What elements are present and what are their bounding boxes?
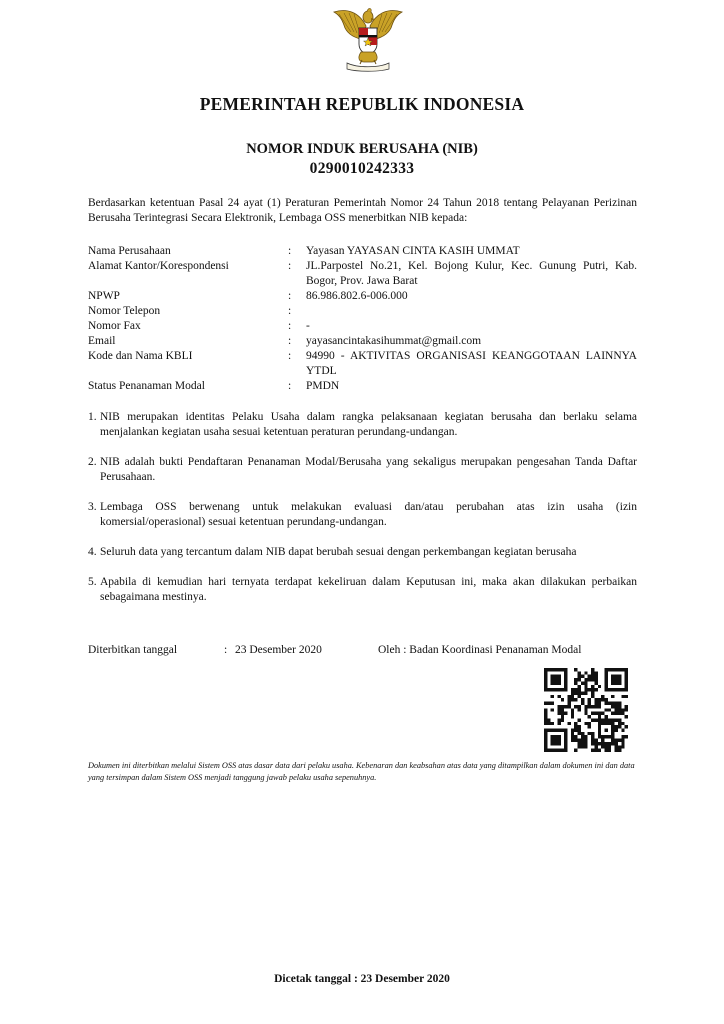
issued-separator: : — [224, 644, 228, 656]
field-value: - — [306, 320, 310, 332]
note-number: 2. — [88, 456, 97, 468]
government-title: PEMERINTAH REPUBLIK INDONESIA — [199, 94, 525, 114]
note-number: 1. — [88, 411, 97, 423]
issued-by: Oleh : Badan Koordinasi Penanaman Modal — [378, 644, 582, 656]
field-label: Alamat Kantor/Korespondensi — [88, 260, 229, 272]
note-number: 3. — [88, 501, 97, 513]
field-value: 86.986.802.6-006.000 — [306, 290, 408, 302]
field-row-email — [88, 334, 637, 349]
field-label: NPWP — [88, 290, 120, 302]
field-label: Nomor Telepon — [88, 305, 161, 317]
field-separator: : — [288, 350, 292, 362]
note-text: Apabila di kemudian hari ternyata terdapat kekeliruan dalam Keputusan ini, maka akan dilakukan perbaikan sebagaimana mestinya. — [100, 576, 637, 603]
nib-number: 0290010242333 — [309, 160, 415, 177]
note-number: 5. — [88, 576, 97, 588]
note-item — [88, 410, 637, 440]
issued-label: Diterbitkan tanggal — [88, 644, 178, 656]
note-item — [88, 500, 637, 530]
field-row-investment-status — [88, 379, 637, 394]
intro-paragraph: Berdasarkan ketentuan Pasal 24 ayat (1) Peraturan Pemerintah Nomor 24 Tahun 2018 tentang Pelayanan Perizinan Berusaha Terintegrasi Secara Elektronik, Lembaga OSS menerbitkan NIB kepada: — [88, 197, 637, 224]
note-text: Seluruh data yang tercantum dalam NIB dapat berubah sesuai dengan perkembangan kegiatan berusaha — [100, 546, 577, 558]
field-value: yayasancintakasihummat@gmail.com — [306, 335, 482, 347]
field-separator: : — [288, 245, 292, 257]
note-text: Lembaga OSS berwenang untuk melakukan evaluasi dan/atau perubahan atas izin usaha (izin komersial/operasional) sesuai ketentuan perundang-undangan. — [100, 501, 637, 528]
field-row-fax — [88, 319, 637, 334]
field-label: Status Penanaman Modal — [88, 380, 205, 392]
note-item — [88, 545, 637, 560]
field-separator: : — [288, 320, 292, 332]
company-details — [88, 244, 637, 394]
note-item — [88, 455, 637, 485]
field-label: Kode dan Nama KBLI — [88, 350, 193, 362]
field-value: JL.Parpostel No.21, Kel. Bojong Kulur, Kec. Gunung Putri, Kab. Bogor, Prov. Jawa Barat — [306, 260, 637, 287]
field-separator: : — [288, 290, 292, 302]
field-row-phone — [88, 304, 637, 319]
note-number: 4. — [88, 546, 97, 558]
field-value: PMDN — [306, 380, 340, 392]
field-separator: : — [288, 380, 292, 392]
note-text: NIB adalah bukti Pendaftaran Penanaman Modal/Berusaha yang sekaligus merupakan pengesahan Tanda Daftar Perusahaan. — [100, 456, 637, 483]
issued-date: 23 Desember 2020 — [235, 644, 322, 656]
field-separator: : — [288, 305, 292, 317]
qr-code-icon — [544, 668, 628, 752]
notes-list — [88, 410, 637, 605]
field-label: Nama Perusahaan — [88, 245, 171, 257]
field-label: Nomor Fax — [88, 320, 141, 332]
field-separator: : — [288, 335, 292, 347]
field-row-npwp — [88, 289, 637, 304]
field-value: Yayasan YAYASAN CINTA KASIH UMMAT — [306, 245, 520, 257]
note-text: NIB merupakan identitas Pelaku Usaha dalam rangka pelaksanaan kegiatan berusaha dan berlaku selama menjalankan kegiatan usaha sesuai ketentuan peraturan perundang-undangan. — [100, 411, 637, 438]
note-item — [88, 575, 637, 605]
field-row-company-name — [88, 244, 637, 259]
document-title: NOMOR INDUK BERUSAHA (NIB) — [246, 141, 478, 157]
printed-date: Dicetak tanggal : 23 Desember 2020 — [274, 973, 450, 985]
field-row-kbli — [88, 349, 637, 379]
garuda-pancasila-emblem-icon — [331, 6, 405, 72]
field-row-address — [88, 259, 637, 289]
field-value: 94990 - AKTIVITAS ORGANISASI KEANGGOTAAN LAINNYA YTDL — [306, 350, 637, 377]
field-value — [306, 304, 637, 319]
field-separator: : — [288, 260, 292, 272]
disclaimer-text: Dokumen ini diterbitkan melalui Sistem OSS atas dasar data dari pelaku usaha. Kebenaran dan keabsahan atas data yang ditampilkan dalam dokumen ini dan data yang tersimpan dalam Sistem OSS menjadi tanggung jawab pelaku usaha sepenuhnya. — [88, 761, 635, 782]
field-label: Email — [88, 335, 116, 347]
